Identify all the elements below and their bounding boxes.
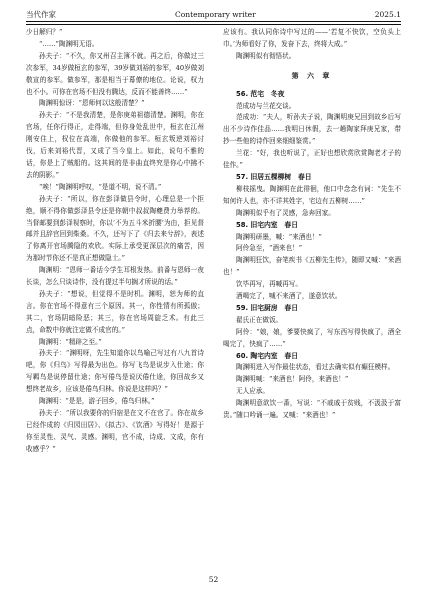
paragraph: 范成功与兰花交谈。 — [236, 101, 296, 110]
paragraph: 陶渊明喊：“来酒也！阿伶，来酒也！” — [236, 375, 349, 384]
paragraph: 饮毕再写，再喊再写。 — [236, 280, 302, 289]
chapter-title: 第 六 章 — [291, 71, 333, 80]
paragraph: 孙夫子：“想说，但觉得不是时机。渊明，恕为师的直言。你在官场不得意有三个原因。其一，你性情有所孤傲；其二，官场阴暗险恶；其三，你在官场周旋乏术。有此三点，命数中你就注定做不成官的。” — [26, 289, 204, 334]
scene-heading: 60. 陶宅内室 春日 — [236, 351, 298, 360]
paragraph: 陶渊明：“精辟之至。” — [39, 337, 102, 346]
paragraph: 柳枝摇曳。陶渊明在此徘徊，他口中念念有词：“先生不知何许人也，亦不详其姓字，宅边有五柳树……” — [223, 184, 401, 205]
paragraph: 陶渊明：“恩师一番话今学生耳根发热。前番与恩师一夜长谈，怎么只谈诗作，没有提过半句搁才所说的话。” — [26, 266, 204, 287]
paragraph: 兰花：“好，我也听说了，正好也想欣赏欣赏陶老才子的佳作。” — [223, 149, 401, 170]
scene-heading: 58. 旧宅内室 春日 — [236, 220, 298, 229]
scene-heading: 59. 旧宅厨房 春日 — [236, 303, 298, 312]
paragraph: 孙夫子：“不久，你又州召主簿不就。再之后，你做过三次参军，34岁做桓玄的参军，39岁做刘裕的参军，40岁做刘敬宣的参军。做参军，那是相当于幕僚的地位。论说，权力也不小。可你在官场不但没有腾达，反而不能善终……” — [26, 51, 204, 96]
right-column — [223, 27, 401, 567]
scene-heading: 57. 旧居五棵柳树 春日 — [236, 172, 312, 181]
paragraph: 陶渊明：“是是，游子回乡，倦鸟归林。” — [39, 397, 155, 406]
paragraph: “唉！”陶渊明呼叹，“是道不明，说不清。” — [39, 182, 162, 191]
paragraph: 范成功：“夫人，听孙夫子说，陶渊明庚兄回到故乡后写出不少诗作佳品……我明日休假，去一趟陶家拜庚兄家，带抄一些他的诗作回来细细鉴赏。” — [223, 113, 401, 146]
paragraph: 孙夫子：“不是我清楚，是你庚弟祖德清楚。渊明，你在官场，任你行得正，走得端，但你身处乱世中，桓玄在江州刚安住上，权位在高端，你做他的参军。桓玄叛逆刘裕讨伐，后来刘裕代晋，又成了当今皇上。如此，说句不雅的话，你是上了贼船的。这其间的是非曲直终究是你心中拂不去的阴影。” — [26, 111, 204, 179]
paragraph: 陶渊明意欲饮一番，写说：“不戚戚于贫贱，不汲汲于富贵。”随口吟诵一遍。又喊：“来酒也！” — [223, 399, 401, 420]
header-rule-secondary — [26, 24, 401, 25]
paragraph: 酒喝完了，喊不来酒了，遂意饮状。 — [236, 292, 342, 301]
paragraph: 翟氏正在做饭。 — [236, 315, 283, 324]
issue-number: 2025.1 — [374, 9, 401, 19]
running-header — [26, 8, 401, 20]
scene-list — [223, 89, 401, 422]
paragraph: 陶渊明狂饮，奋笔疾书《五柳先生传》，随即又喊：“来酒也！” — [223, 256, 401, 277]
paragraph: 孙夫子：“所以，你在彭泽做县令时，心理总是一个拒绝，顺不得你做彭泽县令还是你朝中叔叔陶夔费力举荐的。当督邮要到彭泽视察时，你以‘不为五斗米折腰’为由，拒见督邮并且辞官回到柴桑。不久，还写下了《归去来兮辞》，表述了你离开官场腾隐的欢欣。实际上承受更深层次的痛苦，因为那时节你还不是真正想做隐士。” — [26, 194, 204, 263]
paragraph: “……”陶渊明无语。 — [39, 39, 99, 48]
journal-english-name: Contemporary writer — [175, 9, 256, 19]
journal-name: 当代作家 — [26, 9, 56, 19]
paragraph: 陶渊明研墨，喊：“来酒也！” — [236, 232, 322, 241]
paragraph: 孙夫子：“所以我要你的归宿是在文不在官了。你在故乡已经作成的《归园田居》、《拟古》、《饮酒》写得好！是源于你至灵性、灵气、灵感。渊明，官不成，诗成、文成，你有收感乎？” — [26, 409, 204, 453]
paragraph: 陶渊明惊讶：“恩师何以这般清楚？” — [39, 99, 145, 108]
header-rule — [26, 21, 401, 22]
paragraph: 少日解归？” — [26, 28, 63, 36]
right-column-intro — [223, 27, 401, 63]
paragraph: 阿伶：“娘，娘，爹要快疯了，写东西写得快疯了，酒全喝完了，快疯了……” — [223, 327, 401, 348]
left-column — [26, 27, 204, 567]
paragraph: 陶渊明似乎有了灵感，急奔回家。 — [236, 208, 335, 217]
paragraph: 陶渊明似有彻悟状。 — [236, 51, 296, 60]
scene-heading: 56. 范宅 冬夜 — [236, 89, 285, 98]
page-number: 52 — [208, 575, 219, 584]
paragraph: 无人应承。 — [236, 387, 269, 396]
paragraph: 孙夫子：“渊明呀，先生知道你以鸟喻己写过有八九首诗吧，你《归鸟》写得最为出色。你写飞鸟是说步入仕途；你写羁鸟是说停留仕途；你写倦鸟是说厌倦仕途，你回故乡又想终老故乡，应该是倦鸟归林。你说是这样吗？” — [26, 349, 204, 394]
paragraph: 陶渊明进入写作最佳状态，看过去确实似有癫狂模样。 — [236, 363, 395, 372]
paragraph: 阿伶急至，“酒来也！” — [236, 244, 303, 253]
paragraph: 应该有。我认同你诗中写过的——‘若复不快饮，空负头上巾。’为师看好了你，发奋下去，终将大成。” — [223, 28, 401, 48]
